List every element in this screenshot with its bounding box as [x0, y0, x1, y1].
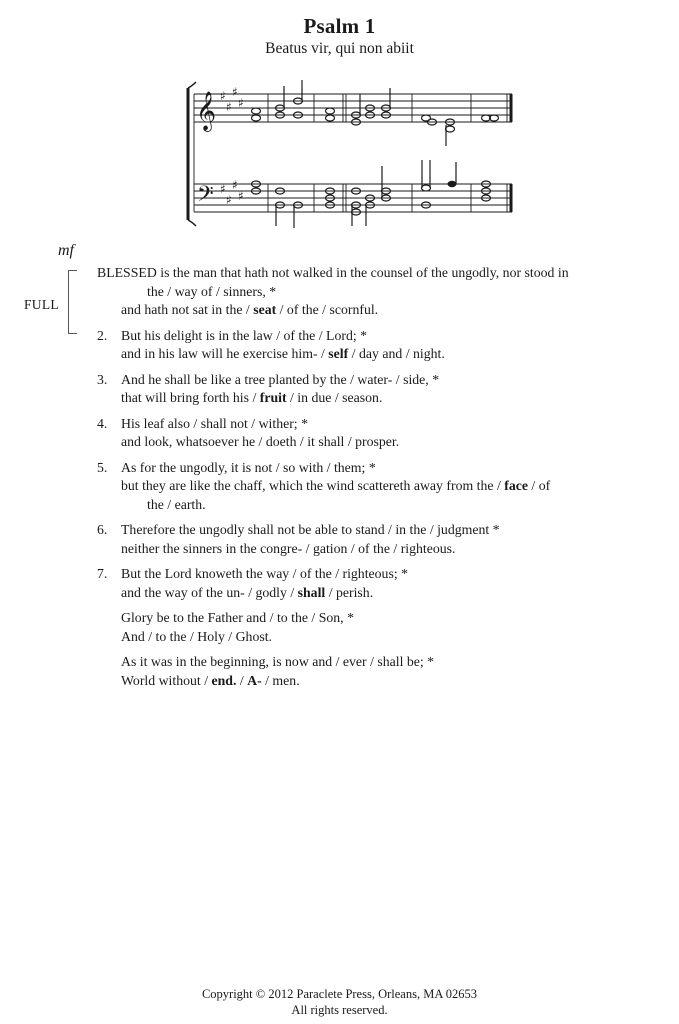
verse-line: Glory be to the Father and / to the / Son, *: [121, 610, 354, 625]
svg-text:♯: ♯: [232, 178, 238, 192]
page-title: Psalm 1: [303, 14, 376, 38]
verse-line: neither the sinners in the congre- / gation / of the / righteous.: [121, 540, 456, 556]
verse-line: But his delight is in the law / of the / Lord; *: [121, 327, 368, 343]
svg-text:♯: ♯: [220, 182, 226, 196]
verse-number: 3.: [97, 371, 108, 387]
bass-clef-icon: 𝄢: [197, 182, 214, 212]
verse-4: [0, 415, 679, 452]
gloria-2: [0, 653, 679, 690]
copyright-footer: [0, 986, 679, 1018]
verse-line: BLESSED is the man that hath not walked in the counsel of the ungodly, nor stood in: [97, 265, 569, 280]
verse-line-continuation: the / way of / sinners, *: [147, 283, 277, 299]
verse-line: And / to the / Holy / Ghost.: [121, 628, 272, 644]
svg-text:♯: ♯: [238, 189, 244, 203]
verse-line: but they are like the chaff, which the wind scattereth away from the / face / of: [121, 478, 551, 493]
verse-line-continuation: the / earth.: [147, 496, 206, 512]
page-subtitle: Beatus vir, qui non abiit: [265, 40, 414, 57]
chant-notes: [252, 80, 499, 228]
svg-text:♯: ♯: [238, 96, 244, 110]
svg-text:♯: ♯: [226, 193, 232, 207]
verse-6: [0, 521, 679, 558]
gloria-1: [0, 609, 679, 646]
verse-line: and the way of the un- / godly / shall / perish.: [121, 584, 374, 600]
verse-line: that will bring forth his / fruit / in due / season.: [121, 390, 383, 405]
treble-clef-icon: 𝄞: [196, 91, 217, 131]
verse-7: [0, 565, 679, 602]
verse-line: But the Lord knoweth the way / of the / righteous; *: [121, 566, 408, 581]
svg-text:♯: ♯: [220, 89, 226, 103]
verse-line: His leaf also / shall not / wither; *: [121, 415, 308, 431]
verse-line: and hath not sat in the / seat / of the / scornful.: [121, 302, 379, 317]
psalm-verses: [0, 264, 679, 697]
verse-3: [0, 371, 679, 408]
verse-1: [0, 264, 679, 320]
verse-number: 4.: [97, 415, 108, 431]
verse-line: And he shall be like a tree planted by the / water- / side, *: [121, 371, 440, 387]
key-signature-bass: [220, 178, 244, 207]
verse-5: [0, 459, 679, 515]
verse-line: World without / end. / A- / men.: [121, 672, 300, 688]
verse-number: 6.: [97, 522, 108, 537]
svg-text:♯: ♯: [232, 85, 238, 99]
dynamic-marking: mf: [58, 242, 74, 259]
full-label: FULL: [24, 297, 59, 312]
rights-text: All rights reserved.: [291, 1003, 388, 1017]
verse-number: 5.: [97, 459, 108, 475]
verse-number: 7.: [97, 566, 108, 581]
copyright-text: Copyright © 2012 Paraclete Press, Orleans, MA 02653: [201, 987, 478, 1001]
verse-line: As for the ungodly, it is not / so with / them; *: [121, 459, 376, 475]
key-signature-treble: [220, 85, 244, 114]
verse-line: and in his law will he exercise him- / self / day and / night.: [121, 346, 445, 361]
verse-line: and look, whatsoever he / doeth / it shall / prosper.: [121, 434, 400, 449]
verse-line: As it was in the beginning, is now and / ever / shall be; *: [121, 654, 435, 669]
verse-2: [0, 327, 679, 364]
svg-text:♯: ♯: [226, 100, 232, 114]
verse-number: 2.: [97, 327, 108, 343]
verse-line: Therefore the ungodly shall not be able to stand / in the / judgment *: [121, 522, 500, 537]
chant-score: [180, 78, 520, 230]
